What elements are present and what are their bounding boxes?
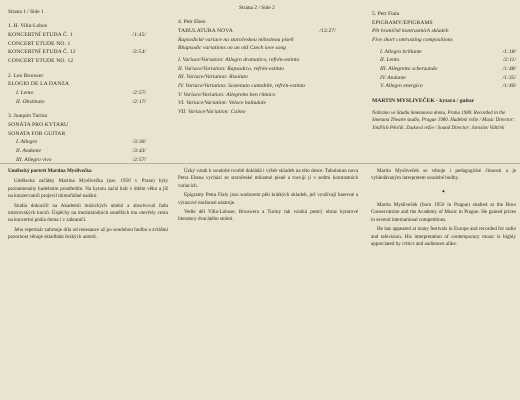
track-title: SONÁTA PRO KYTARU [8,121,69,128]
track-title: KONCERTNÍ ETUDA Č. 1 [8,32,73,39]
side3-column [372,0,516,133]
variation-line [178,82,336,91]
track-line [8,138,146,147]
epigram-title: I. Allegro brillante [380,48,422,55]
track-title: KONCERTNÍ ETUDA Č. 12 [8,49,76,56]
epigram-title: III. Allegretto scherzando [380,65,438,72]
article-heading: Umělecký portrét Martina Myslivečka [8,168,92,174]
side2-title: TABULATURA NOVA [178,28,233,35]
composer-name: 3. Joaquin Turina [8,113,48,120]
epigram-duration: /1:18/ [502,48,516,55]
variation-title: V. Variace/Variation: Allegretto ben ritmico [178,91,276,98]
epigram-duration: /1:48/ [502,65,516,72]
article-paragraph: Jeho repertoár zahrnuje díla od renesance až po soudobou hudbu a zvláštní pozornost věnuje skladbám českých autorů. [8,226,168,240]
side2-subtitle-cz: Rapsodické variace na staročeskou milostnou píseň [178,36,294,43]
side1-column [8,0,146,164]
epigram-duration: /1:40/ [502,83,516,90]
track-title: I. Allegro [16,139,38,146]
epigram-duration: /2:11/ [503,57,516,64]
epigram-title: V. Allegro energico [380,83,423,90]
side3-subtitle-en: Five short contrasting compositions [372,36,453,43]
article-paragraph: Martin Mysliveček se věnuje i pedagogické činnosti a je vyhledávaným interpretem soudobé hudby. [371,168,516,182]
track-block [8,112,146,164]
variation-title: VII. Variace/Variation: Calmo [178,108,246,115]
side2-subtitle-en: Rhapsodic variations on an old Czech love song [178,45,286,52]
track-block [8,22,146,65]
track-title: I. Lento [16,89,34,96]
variation-line [178,56,336,65]
article-paragraph: Úzký vztah k soudobé tvorbě dokládá i výběr skladeb na této desce. Tabulatura nova Petra Ebena vychází ze staročeské milostné písně a rozvíjí ji v sedmi kontrastních variacích. [178,168,358,189]
track-title: SONATA FOR GUITAR [8,130,66,137]
variation-line [178,91,336,100]
variation-title: IV. Variace/Variation: Sostenuto cantabile, refrén-estinto [178,82,306,89]
variation-line [178,73,336,82]
track-title: CONCERT ETUDE NO. 1 [8,40,71,47]
article-paragraph: Vedle děl Villa-Lobose, Brouwera a Turiny tak vzniká pestrý obraz kytarové literatury dvacátého století. [178,208,358,223]
track-block [8,72,146,107]
article-paragraph: Studia dokončil na Akademii múzických umění a absolvoval řadu mistrovských kurzů. Úspěchy na mezinárodních soutěžích mu otevřely cestu na koncertní pódia doma i v zahraničí. [8,202,168,224]
composer-name: 1. H. Villa-Lobos [8,23,48,30]
article-column-1 [8,168,168,243]
variation-title: VI. Variace/Variation: Veloce balladole [178,100,266,107]
track-title: II. Obstinato [16,98,45,105]
epigram-line [372,82,516,91]
side2-column [178,0,336,117]
variation-title: III. Variace/Variation: Risoluto [178,74,248,81]
track-duration: /2:57/ [132,156,146,163]
variation-line [178,99,336,108]
variation-title: I. Variace/Variation: Allegro dramatico, refrén-estinto [178,57,300,63]
article-paragraph: He has appeared at many festivals in Europe and recorded for radio and television. His interpretation of contemporary music is highly appreciated by critics and audiences alike. [371,226,516,247]
track-line [8,89,146,98]
side3-title: EPIGRAMY/EPIGRAMS [372,19,433,26]
epigram-duration: /1:35/ [502,74,516,81]
track-line [8,98,146,107]
article-paragraph: Epigramy Petra Fialy jsou souborem pěti krátkých skladeb, jež využívají barevné a výrazové možnosti nástroje. [178,192,358,206]
track-duration: /3:36/ [132,139,146,146]
side2-composer: 4. Petr Eben [178,19,206,26]
track-title: II. Andante [16,147,42,154]
article-column-3 [371,168,516,250]
side1-label: Strana 1 / Side 1 [8,9,44,15]
composer-name: 2. Leo Brouwer [8,72,44,79]
variation-line [178,65,336,74]
track-duration: /2:57/ [132,89,146,96]
performer-line: MARTIN MYSLIVEČEK - kytara / guitar [372,97,475,104]
track-line [8,48,146,57]
track-duration: /2:54/ [132,49,146,56]
ornament-divider: ✦ [441,189,446,195]
track-duration: /2:17/ [132,98,146,105]
recording-credits: Nahráno ve Studiu Smetanova domu, Praha 1980. Recorded in the Smetana Theatre studio, Prague 1980. Hudební režie / Music Director: Jindřich Pěnčík. Zvuková režie / Sound Director: Jaroslav Valtček [372,110,515,132]
variation-title: II. Variace/Variation: Rapsodico, refrén-estinto [178,65,284,72]
track-duration: /1:45/ [132,32,146,39]
article-paragraph: Umělecká začátky Martina Myslivečka (nar. 1950 v Praze) byly poznamenány hudebním prostředím. Na kytaru začal hrát v útlém věku a již na konzervatoři projevil mimořádné nadání. [8,178,168,200]
side2-duration: /12:27/ [319,28,336,35]
section-divider [0,163,520,164]
track-line [8,121,146,130]
epigram-line [372,65,516,74]
track-line [8,40,146,49]
article-column-2 [178,168,358,226]
side3-subtitle-cz: Pět hraničně kontrastních skladeb [372,28,449,35]
epigram-line [372,48,516,57]
epigram-title: II. Lento [380,57,400,64]
side2-label: Strana 2 / Side 2 [239,5,275,11]
variation-line [178,108,336,117]
track-title: III. Allegro vivo [16,156,52,163]
epigram-title: IV. Andante [380,74,406,81]
epigram-line [372,74,516,83]
article-paragraph: Martin Mysliveček (born 1950 in Prague) studied at the Brno Conservatoire and the Academy of Music in Prague. He gained prizes in several international competitions. [371,202,516,223]
track-line [8,57,146,66]
track-line [8,130,146,139]
track-line [8,80,146,89]
track-title: CONCERT ETUDE NO. 12 [8,58,74,64]
epigram-line [372,56,516,65]
track-line [8,31,146,40]
track-duration: /3:43/ [132,147,146,154]
track-title: ELOGIO DE LA DANZA [8,81,69,88]
track-line [8,147,146,156]
side3-composer: 5. Petr Fiala [372,11,400,17]
